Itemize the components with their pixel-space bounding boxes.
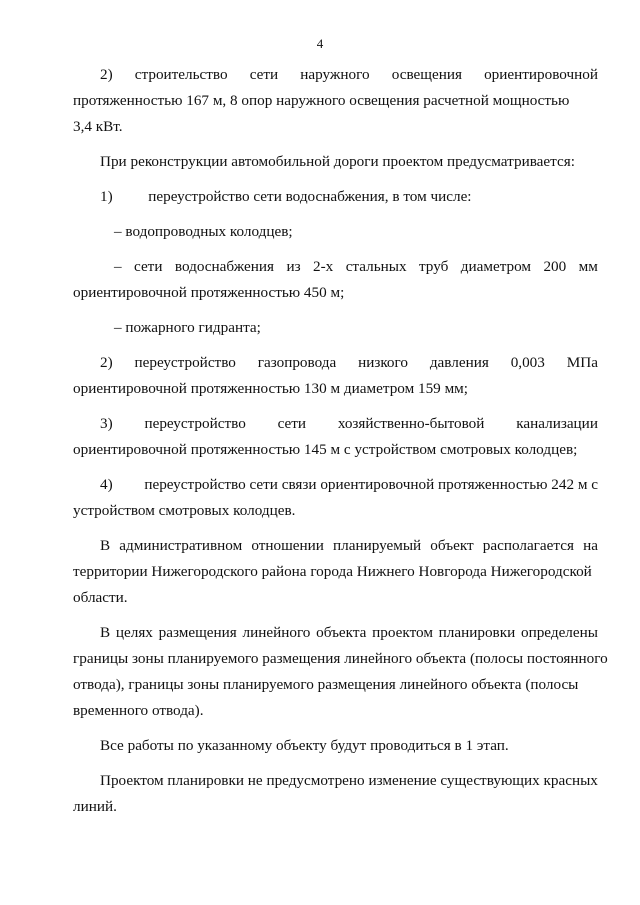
word: газопровода <box>257 354 337 371</box>
text-line <box>73 533 598 559</box>
paragraph-lighting <box>73 62 598 140</box>
word: планировки <box>438 624 516 641</box>
word: канализации <box>516 415 598 432</box>
word: из <box>286 258 301 275</box>
word: 2) <box>100 66 113 83</box>
dash-item-wells: – водопроводных колодцев; <box>114 223 293 240</box>
text-line: ориентировочной протяженностью 130 м диаметром 159 мм; <box>73 380 469 397</box>
word: 0,003 <box>510 354 545 371</box>
word: объект <box>430 537 474 554</box>
text-line: устройством смотровых колодцев. <box>73 502 296 519</box>
text-line: 3,4 кВт. <box>73 118 123 135</box>
word: В <box>100 624 111 641</box>
word: отношении <box>251 537 324 554</box>
word: давления <box>429 354 489 371</box>
text-line <box>73 254 598 280</box>
word: диаметром <box>460 258 532 275</box>
text-line <box>73 472 598 498</box>
list-text: переустройство сети водоснабжения, в том числе: <box>148 188 472 205</box>
text-line: отвода), границы зоны планируемого размещения линейного объекта (полосы <box>73 676 579 693</box>
list-number: 1) <box>100 188 113 205</box>
word: освещения <box>391 66 462 83</box>
word: – <box>114 258 122 275</box>
word: сети <box>249 66 279 83</box>
word: низкого <box>358 354 408 371</box>
text-line: области. <box>73 589 128 606</box>
word: водоснабжения <box>174 258 275 275</box>
text-line <box>73 411 598 437</box>
paragraph-administrative <box>73 533 598 611</box>
word: ориентировочной <box>484 66 598 83</box>
word: 200 <box>543 258 567 275</box>
list-item-2 <box>73 350 598 402</box>
word: труб <box>418 258 449 275</box>
word: целях <box>115 624 153 641</box>
text-line: Проектом планировки не предусмотрено изменение существующих красных <box>100 772 598 789</box>
paragraph-red-lines <box>73 768 598 820</box>
word: 2) <box>100 354 113 371</box>
word: планируемый <box>333 537 422 554</box>
paragraph-stage: Все работы по указанному объекту будут проводиться в 1 этап. <box>100 737 509 754</box>
word: проектом <box>372 624 433 641</box>
word: наружного <box>300 66 370 83</box>
page-number: 4 <box>316 36 324 51</box>
text-line: границы зоны планируемого размещения линейного объекта (полосы постоянного <box>73 650 608 667</box>
list-item-3 <box>73 411 598 463</box>
text-line <box>73 350 598 376</box>
word: переустройство <box>134 354 236 371</box>
document-body <box>73 62 608 820</box>
word: на <box>583 537 598 554</box>
text-line <box>73 62 598 88</box>
word: 2-х <box>313 258 334 275</box>
word: объекта <box>316 624 367 641</box>
word: хозяйственно-бытовой <box>337 415 485 432</box>
word: сети <box>277 415 307 432</box>
text-line <box>73 620 598 646</box>
text-line: протяженностью 167 м, 8 опор наружного освещения расчетной мощностью <box>73 92 570 109</box>
text-line: территории Нижегородского района города Нижнего Новгорода Нижегородской <box>73 563 592 580</box>
word: сети <box>134 258 163 275</box>
word: располагается <box>482 537 574 554</box>
word: переустройство <box>144 415 246 432</box>
text-line: линий. <box>73 798 117 815</box>
text-line: ориентировочной протяженностью 450 м; <box>73 284 345 301</box>
paragraph-zones <box>73 620 608 724</box>
list-item-4 <box>73 472 598 524</box>
word: строительство <box>134 66 228 83</box>
word: МПа <box>566 354 598 371</box>
text-line: ориентировочной протяженностью 145 м с устройством смотровых колодцев; <box>73 441 578 458</box>
word: 4) <box>100 476 113 493</box>
dash-item-pipes <box>73 254 598 306</box>
word: 3) <box>100 415 113 432</box>
word: мм <box>578 258 598 275</box>
word: переустройство сети связи ориентировочной протяженностью 242 м с <box>144 476 598 493</box>
word: В <box>100 537 111 554</box>
text-line: временного отвода). <box>73 702 204 719</box>
word: линейного <box>242 624 311 641</box>
word: стальных <box>345 258 407 275</box>
word: размещения <box>158 624 237 641</box>
word: определены <box>520 624 598 641</box>
word: административном <box>119 537 243 554</box>
dash-item-hydrant: – пожарного гидранта; <box>114 319 261 336</box>
paragraph-reconstruction-intro: При реконструкции автомобильной дороги проектом предусматривается: <box>100 153 575 170</box>
list-item-1 <box>73 184 598 210</box>
